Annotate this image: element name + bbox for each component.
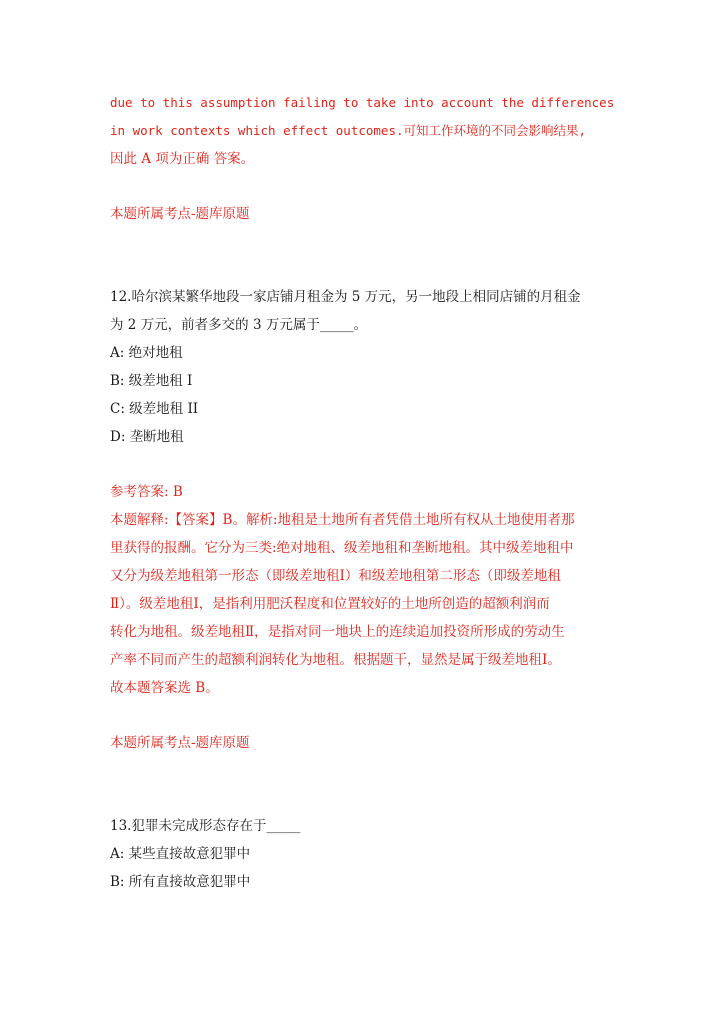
document-content	[110, 89, 620, 896]
question-stem-line: 12.哈尔滨某繁华地段一家店铺月租金为 5 万元，另一地段上相同店铺的月租金	[110, 289, 581, 305]
prev-explanation	[110, 89, 620, 173]
explanation-line: 里获得的报酬。它分为三类:绝对地租、级差地租和垄断地租。其中级差地租中	[110, 540, 574, 556]
source-label: 本题所属考点-题库原题	[110, 735, 250, 751]
option-b: B: 所有直接故意犯罪中	[110, 874, 251, 890]
reference-answer: 参考答案: B	[110, 484, 183, 500]
option-a: A: 绝对地租	[110, 345, 183, 361]
prev-explanation-line: in work contexts which effect outcomes.可知工作环境的不同会影响结果,	[110, 123, 587, 138]
explanation-line: 又分为级差地租第一形态（即级差地租Ⅰ）和级差地租第二形态（即级差地租	[110, 568, 561, 584]
explanation-line: 转化为地租。级差地租Ⅱ，是指对同一地块上的连续追加投资所形成的劳动生	[110, 624, 565, 640]
question-stem-line: 为 2 万元，前者多交的 3 万元属于_____。	[110, 317, 368, 333]
question-13	[110, 812, 620, 896]
explanation-line: 本题解释:【答案】B。解析:地租是土地所有者凭借土地所有权从土地使用者那	[110, 512, 575, 528]
question-12-answer	[110, 478, 620, 702]
option-a: A: 某些直接故意犯罪中	[110, 846, 251, 862]
prev-explanation-line: 因此 A 项为正确 答案。	[110, 151, 255, 167]
explanation-line: 产率不同而产生的超额利润转化为地租。根据题干，显然是属于级差地租Ⅰ。	[110, 652, 561, 668]
prev-source-label: 本题所属考点-题库原题	[110, 206, 250, 222]
prev-explanation-line: due to this assumption failing to take into account the differences	[110, 95, 615, 110]
explanation-line: 故本题答案选 B。	[110, 680, 219, 696]
option-d: D: 垄断地租	[110, 429, 184, 445]
question-stem-line: 13.犯罪未完成形态存在于_____	[110, 818, 301, 834]
explanation-line: Ⅱ）。级差地租Ⅰ，是指利用肥沃程度和位置较好的土地所创造的超额利润而	[110, 596, 550, 612]
question-12	[110, 283, 620, 451]
option-c: C: 级差地租 II	[110, 401, 199, 417]
option-b: B: 级差地租 I	[110, 373, 193, 389]
